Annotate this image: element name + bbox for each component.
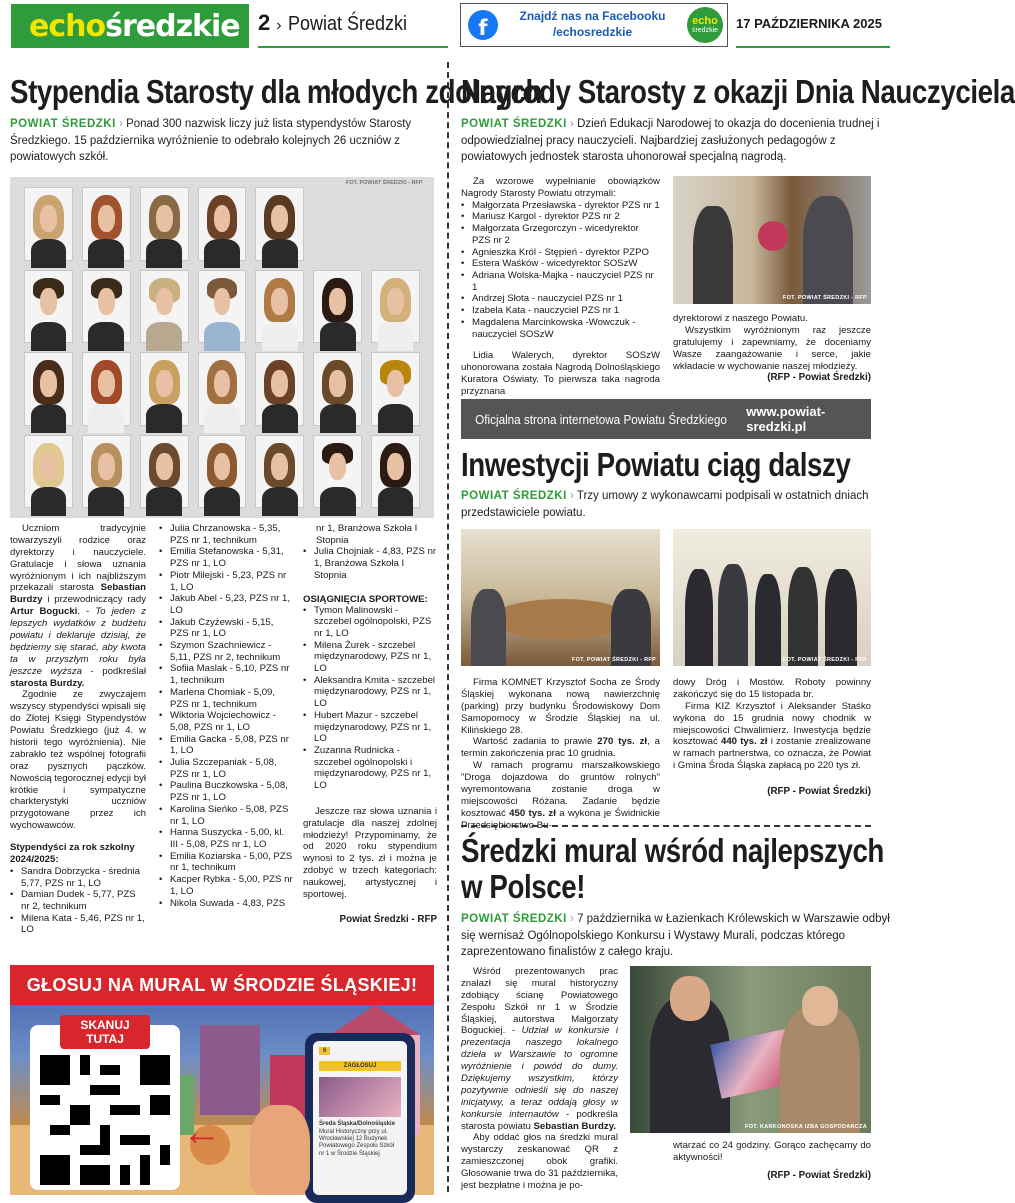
student-portrait (371, 270, 420, 344)
student-portrait (198, 187, 247, 261)
chevron-right-icon: › (570, 118, 574, 130)
qr-label: SKANUJ TUTAJ (60, 1015, 150, 1049)
chevron-right-icon: › (570, 490, 574, 502)
article1-col1 (10, 523, 146, 936)
table (491, 599, 631, 639)
article3-col2 (673, 677, 871, 797)
photo-credit: FOT. KARKONOSKA IZBA GOSPODARCZA (745, 1124, 867, 1130)
list-item: • Estera Waśków - wicedyrektor SOSzW (461, 258, 660, 270)
contract-signing-photo (461, 529, 660, 666)
person-figure (825, 569, 857, 666)
article2-lead (461, 116, 891, 166)
list-item: • Emilia Stefanowska - 5,31, PZS nr 1, LO (159, 546, 293, 569)
person-figure (788, 567, 818, 666)
list-item: • Agnieszka Król - Stępień - dyrektor PZPO (461, 247, 660, 259)
list-item: • Tymon Malinowski - szczebel ogólnopolski, PZS nr 1, LO (303, 605, 437, 640)
person-figure (611, 589, 651, 666)
person-figure (718, 564, 748, 666)
student-portrait (140, 187, 189, 261)
person-face (802, 986, 838, 1026)
student-portrait (313, 435, 362, 509)
list-item: • Emilia Koziarska - 5,00, PZS nr 1, technikum (159, 851, 293, 874)
person-figure (471, 589, 506, 666)
students-photo (10, 177, 434, 518)
list-item: • Izabela Kata - nauczyciel PZS nr 1 (461, 305, 660, 317)
article4-col1 (461, 966, 618, 1192)
student-portrait (82, 270, 131, 344)
list-item: • Damian Dudek - 5,77, PZS nr 2, technikum (10, 889, 146, 912)
list-item: • Sandra Dobrzycka - średnia 5,77, PZS nr 1, LO (10, 866, 146, 889)
facebook-box[interactable] (460, 3, 728, 47)
scholars-list (303, 546, 437, 581)
photo-credit: FOT. POWIAT ŚREDZKI - RFP (346, 180, 423, 186)
list-item: • Zuzanna Rudnicka - szczebel ogólnopolski i międzynarodowy, PZS nr 1, LO (303, 745, 437, 792)
person-figure (755, 574, 781, 666)
student-portrait (24, 352, 73, 426)
list-continuation: nr 1, Branżowa Szkoła I Stopnia (316, 523, 418, 546)
phone-mockup (305, 1033, 415, 1203)
photo-credit: FOT. POWIAT ŚREDZKI - RFP (571, 657, 656, 663)
section-name: Powiat Średzki (287, 13, 407, 35)
list-item: • Nikola Suwada - 4,83, PZS (159, 898, 293, 910)
student-portrait (24, 435, 73, 509)
list-item: • Małgorzata Przesławska - dyrektor PZS nr 1 (461, 200, 660, 212)
article3-col1 (461, 677, 660, 832)
student-portrait (24, 187, 73, 261)
article3-tag: POWIAT ŚREDZKI (461, 490, 567, 502)
list-item: • Hubert Mazur - szczebel międzynarodowy, PZS nr 1, LO (303, 710, 437, 745)
article1-closing: Jeszcze raz słowa uznania i gratulacje dla naszej zdolnej młodzieży! Przypominamy, że od 2020 roku stypendium wynosi to 2 tys. zł i można je zdobyć w trzech kategoriach: naukowej, artystycznej i sportowej. (303, 805, 437, 900)
header-underline (258, 46, 448, 48)
scholars-list (159, 523, 293, 909)
list-item: • Wiktoria Wojciechowicz - 5,08, PZS nr 1, LO (159, 710, 293, 733)
mural-thumbnail (319, 1077, 401, 1117)
article2-col1 (461, 176, 660, 398)
list-heading: Stypendyści za rok szkolny 2024/2025: (10, 842, 135, 866)
phone-title: Średa Śląska/Dolnośląskie (319, 1121, 396, 1127)
list-item: • Julia Chojniak - 4,83, PZS nr 1, Branżowa Szkoła I Stopnia (303, 546, 437, 581)
article3-signature: (RFP - Powiat Średzki) (767, 786, 871, 798)
article3-lead (461, 488, 891, 521)
person-face (670, 976, 710, 1021)
vote-button[interactable]: ZAGŁOSUJ (319, 1061, 401, 1071)
sports-list (303, 605, 437, 792)
header (0, 0, 900, 50)
list-item: • Paulina Buczkowska - 5,08, PZS nr 1, LO (159, 780, 293, 803)
list-item: • Emilia Gacka - 5,08, PZS nr 1, LO (159, 734, 293, 757)
article3-title: Inwestycji Powiatu ciąg dalszy (461, 446, 851, 483)
article4-paragraph: Aby oddać głos na średzki mural wystarczy zeskanować QR z zamieszczonej obok grafiki. Głosowanie trwa do 31 października, jest bezpłatne i można je po- (461, 1132, 618, 1192)
article1-signature: Powiat Średzki - RFP (339, 913, 437, 925)
list-item: • Hanna Suszycka - 5,00, kl. III - 5,08, PZS nr 1, LO (159, 827, 293, 850)
student-portrait (371, 435, 420, 509)
chevron-right-icon: › (276, 17, 282, 34)
list-item: • Piotr Milejski - 5,23, PZS nr 1, LO (159, 570, 293, 593)
ad-headline: GŁOSUJ NA MURAL W ŚRODZIE ŚLĄSKIEJ! (26, 974, 418, 995)
student-portrait (313, 352, 362, 426)
student-portrait (255, 435, 304, 509)
article2-paragraph: dyrektorowi z naszego Powiatu. (673, 313, 808, 324)
article2-paragraph: Lidia Walerych, dyrektor SOSzW uhonorowana została Nagrodą Dolnośląskiego Kuratora Oświaty. To pierwsza taka nagroda przyznana (461, 350, 660, 397)
article1-paragraph: Zgodnie ze zwyczajem wszyscy stypendyści wpisali się do Złotej Księgi Stypendystów Powiatu Średzkiego (już 4. w historii tego wyróżnienia). Nie zabrakło też wspólnej fotografii oraz pysznych pączków. Nowością tegorocznej edycji był krótkie i sympatyczne charkterystyki uczniów przygotowane przez ich wychowawców. (10, 689, 146, 832)
photo-credit: FOT. POWIAT ŚREDZKI - RFP (782, 295, 867, 301)
article4-col2 (673, 1140, 871, 1181)
article2-tag: POWIAT ŚREDZKI (461, 118, 567, 130)
list-item: • Jakub Czyżewski - 5,15, PZS nr 1, LO (159, 617, 293, 640)
list-item: • Andrzej Słota - nauczyciel PZS nr 1 (461, 293, 660, 305)
column-divider (447, 62, 449, 1192)
website-banner[interactable] (461, 399, 871, 439)
article3-paragraph: Wartość zadania to prawie 270 tys. zł, a termin zakończenia prac 10 grudnia. (461, 736, 660, 760)
article3-paragraph: Firma KOMNET Krzysztof Socha ze Środy Śląskiej wykonana nową nawierzchnię (parking) przy budynku Środowiskowy Dom Samopomocy w Środzie Śląskiej na ul. Kilińskiego 28. (461, 677, 660, 736)
list-item: • Marlena Chomiak - 5,09, PZS nr 1, technikum (159, 687, 293, 710)
awardees-list (461, 200, 660, 340)
sports-heading: OSIĄGNIĘCIA SPORTOWE: (303, 593, 428, 605)
list-item: • Julia Chrzanowska - 5,35, PZS nr 1, technikum (159, 523, 293, 546)
date-underline (736, 46, 890, 48)
facebook-line2[interactable]: /echosredzkie (552, 25, 633, 39)
officials-photo (673, 529, 871, 666)
article2-col2 (673, 313, 871, 383)
person-figure (803, 196, 853, 304)
article1-tag: POWIAT ŚREDZKI (10, 118, 116, 130)
article4-title-line: w Polsce! (461, 868, 586, 906)
scholars-list (10, 866, 146, 936)
article1-lead-text: Ponad 300 nazwisk liczy już lista stypendystów Starosty Średzkiego. 15 października wyróżnienie to odebrało kolejnych 26 uczniów z powiatowych szkół. (10, 118, 412, 164)
phone-desc: Mural Historyczny przy ul. Wrocławskiej 12 Budynek Powiatowego Zespołu Szkół nr 1 w Środzie Śląskiej (319, 1129, 395, 1157)
person-figure (693, 206, 733, 304)
article2-paragraph: Wszystkim wyróżnionym raz jeszcze gratulujemy i zapewniamy, że doceniamy Wasze zaangażowanie i serce, jakie wkładacie w wychowanie naszej młodzieży. (673, 324, 871, 372)
list-item: • Adriana Wolska-Majka - nauczyciel PZS nr 1 (461, 270, 660, 293)
article3-paragraph: W ramach programu marszałkowskiego "Droga dojazdowa do gruntów rolnych" wyremontowana zostanie droga w miejscowości Różana. Zadanie będzie kosztować 450 tys. zł a wykona je Świdnickie Przedsiębiorstwo Bu- (461, 760, 660, 831)
student-portrait (313, 270, 362, 344)
article1-title: Stypendia Starosty dla młodych zdolnych (10, 73, 542, 110)
student-portrait (82, 352, 131, 426)
facebook-icon[interactable]: f (468, 10, 498, 40)
chevron-right-icon: › (119, 118, 123, 130)
phone-number-badge: 6 (319, 1047, 330, 1055)
page-number: 2 (258, 10, 271, 35)
article4-title (461, 833, 884, 906)
student-portrait (255, 270, 304, 344)
echo-badge-icon: echo średzkie (687, 7, 723, 43)
section-label (258, 10, 420, 36)
empty-slot (313, 187, 362, 261)
qr-code-icon[interactable] (40, 1055, 170, 1185)
student-portrait (198, 435, 247, 509)
student-portrait (255, 187, 304, 261)
arrow-left-icon: ← (182, 1110, 222, 1154)
list-item: • Magdalena Marcinkowska -Wowczuk - nauczyciel SOSzW (461, 317, 660, 340)
logo-echo: echo (29, 8, 106, 44)
mural-award-photo (630, 966, 871, 1133)
logo[interactable] (11, 4, 249, 48)
article4-tag: POWIAT ŚREDZKI (461, 913, 567, 925)
list-item: • Julia Szczepaniak - 5,08, PZS nr 1, LO (159, 757, 293, 780)
list-item: • Milena Kata - 5,46, PZS nr 1, LO (10, 913, 146, 936)
article2-signature: (RFP - Powiat Średzki) (767, 372, 871, 384)
article4-signature: (RFP - Powiat Średzki) (767, 1169, 871, 1181)
article2-intro: Za wzorowe wypełnianie obowiązków Nagrody Starosty Powiatu otrzymali: (461, 176, 660, 199)
student-portrait (140, 270, 189, 344)
ad-headline-bar (10, 965, 434, 1005)
student-portrait (198, 352, 247, 426)
person-figure (685, 569, 713, 666)
qr-box[interactable] (30, 1018, 180, 1190)
logo-sredzkie: średzkie (105, 8, 240, 44)
list-item: • Szymon Szachniewicz - 5,11, PZS nr 2, technikum (159, 640, 293, 663)
article4-paragraph: wtarzać co 24 godziny. Gorąco zachęcamy do aktywności! (673, 1140, 871, 1163)
article1-col3 (303, 523, 437, 925)
student-portrait (198, 270, 247, 344)
issue-date: 17 PAŹDZIERNIKA 2025 (736, 16, 882, 31)
website-link[interactable]: www.powiat-sredzki.pl (746, 404, 826, 434)
list-item: • Jakub Abel - 5,23, PZS nr 1, LO (159, 593, 293, 616)
list-item: • Karolina Sieńko - 5,08, PZS nr 1, LO (159, 804, 293, 827)
article4-lead-text: 7 października w Łazienkach Królewskich w Warszawie odbył się wernisaż Ogólnopolskiego Konkursu i Wystawy Murali, podczas którego zaprezentowano finalistów z całego kraju. (461, 913, 890, 959)
list-item: • Kacper Rybka - 5,00, PZS nr 1, LO (159, 874, 293, 897)
student-portrait (140, 435, 189, 509)
article3-paragraph: dowy Dróg i Mostów. Roboty powinny zakończyć się do 15 listopada br. (673, 677, 871, 700)
list-item: • Aleksandra Kmita - szczebel międzynarodowy, PZS nr 1, LO (303, 675, 437, 710)
article4-rule (461, 825, 871, 827)
empty-slot (371, 187, 420, 261)
student-portrait (82, 187, 131, 261)
article4-paragraph: Wśród prezentowanych prac znalazł się mural historyczny zdobiący ścianę Powiatowego Zespołu Szkół nr 1 w Środzie Śląskiej, autorstwa Małgorzaty Boguckiej. - Udział w konkursie i prezentacja naszego lokalnego dzieła w Warszawie to ogromne wyróżnienie i powód do dumy. Dziękujemy wszystkim, którzy pozytywnie odnieśli się do naszej inicjatywy, a teraz oddają głosy w konkursie internautów - podkreśla starosta powiatu Sebastian Burdzy. (461, 966, 618, 1132)
chevron-right-icon: › (570, 913, 574, 925)
article3-paragraph: Firma KIZ Krzysztof i Aleksander Staśko wykona do 15 grudnia nowy chodnik w miejscowości Chwalimierz. Inwestycja będzie kosztować 440 tys. zł i zostanie zrealizowane w ramach partnerstwa, co oznacza, że Powiat i Gmina Środa Śląska zapłacą po 220 tys zł. (673, 700, 871, 772)
list-item: • Milena Żurek - szczebel międzynarodowy, PZS nr 1, LO (303, 640, 437, 675)
student-portrait (255, 352, 304, 426)
list-item: • Mariusz Kargol - dyrektor PZS nr 2 (461, 211, 660, 223)
photo-credit: FOT. POWIAT ŚREDZKI - RFP (782, 657, 867, 663)
article1-paragraph: Uczniom tradycyjnie towarzyszyli rodzice oraz dyrektorzy i nauczyciele. Gratulacje i słowa uznania wyróżnionym i ich najbliższym przekazali starosta Sebastian Burdzy i przewodniczący rady Artur Bogucki. - To jeden z lepszych wydatków z budżetu powiatu i deklaruje dzisiaj, że będziemy się starać, aby kwota ta w przyszłym roku była jeszcze wyższa - podkreślał starosta Burdzy. (10, 523, 146, 689)
award-photo (673, 176, 871, 304)
article4-lead (461, 911, 891, 961)
student-portrait (140, 352, 189, 426)
article2-lead-text: Dzień Edukacji Narodowej to okazja do docenienia trudnej i odpowiedzialnej pracy nauczycieli. Najbardziej zasłużonych pedagogów z powiatowych jednostek starosta uhonorował specjalną nagrodą. (461, 118, 880, 164)
hand-pointer-icon (250, 1105, 310, 1195)
list-item: • Sofiia Maslak - 5,10, PZS nr 1, technikum (159, 663, 293, 686)
mural-vote-ad[interactable] (10, 965, 434, 1195)
facebook-line1: Znajdź nas na Facebooku (519, 9, 666, 24)
student-portrait (24, 270, 73, 344)
article3-lead-text: Trzy umowy z wykonawcami podpisali w ostatnich dniach przedstawiciele powiatu. (461, 490, 869, 519)
banner-text: Oficjalna strona internetowa Powiatu Średzkiego (475, 411, 731, 427)
article1-lead (10, 116, 440, 166)
article2-title: Nagrody Starosty z okazji Dnia Nauczyciela (461, 73, 1015, 110)
student-portrait (82, 435, 131, 509)
list-item: • Małgorzata Grzegorczyn - wicedyrektor PZS nr 2 (461, 223, 660, 246)
flowers (758, 221, 788, 251)
article4-title-line: Średzki mural wśród najlepszych (461, 832, 884, 869)
student-portrait (371, 352, 420, 426)
